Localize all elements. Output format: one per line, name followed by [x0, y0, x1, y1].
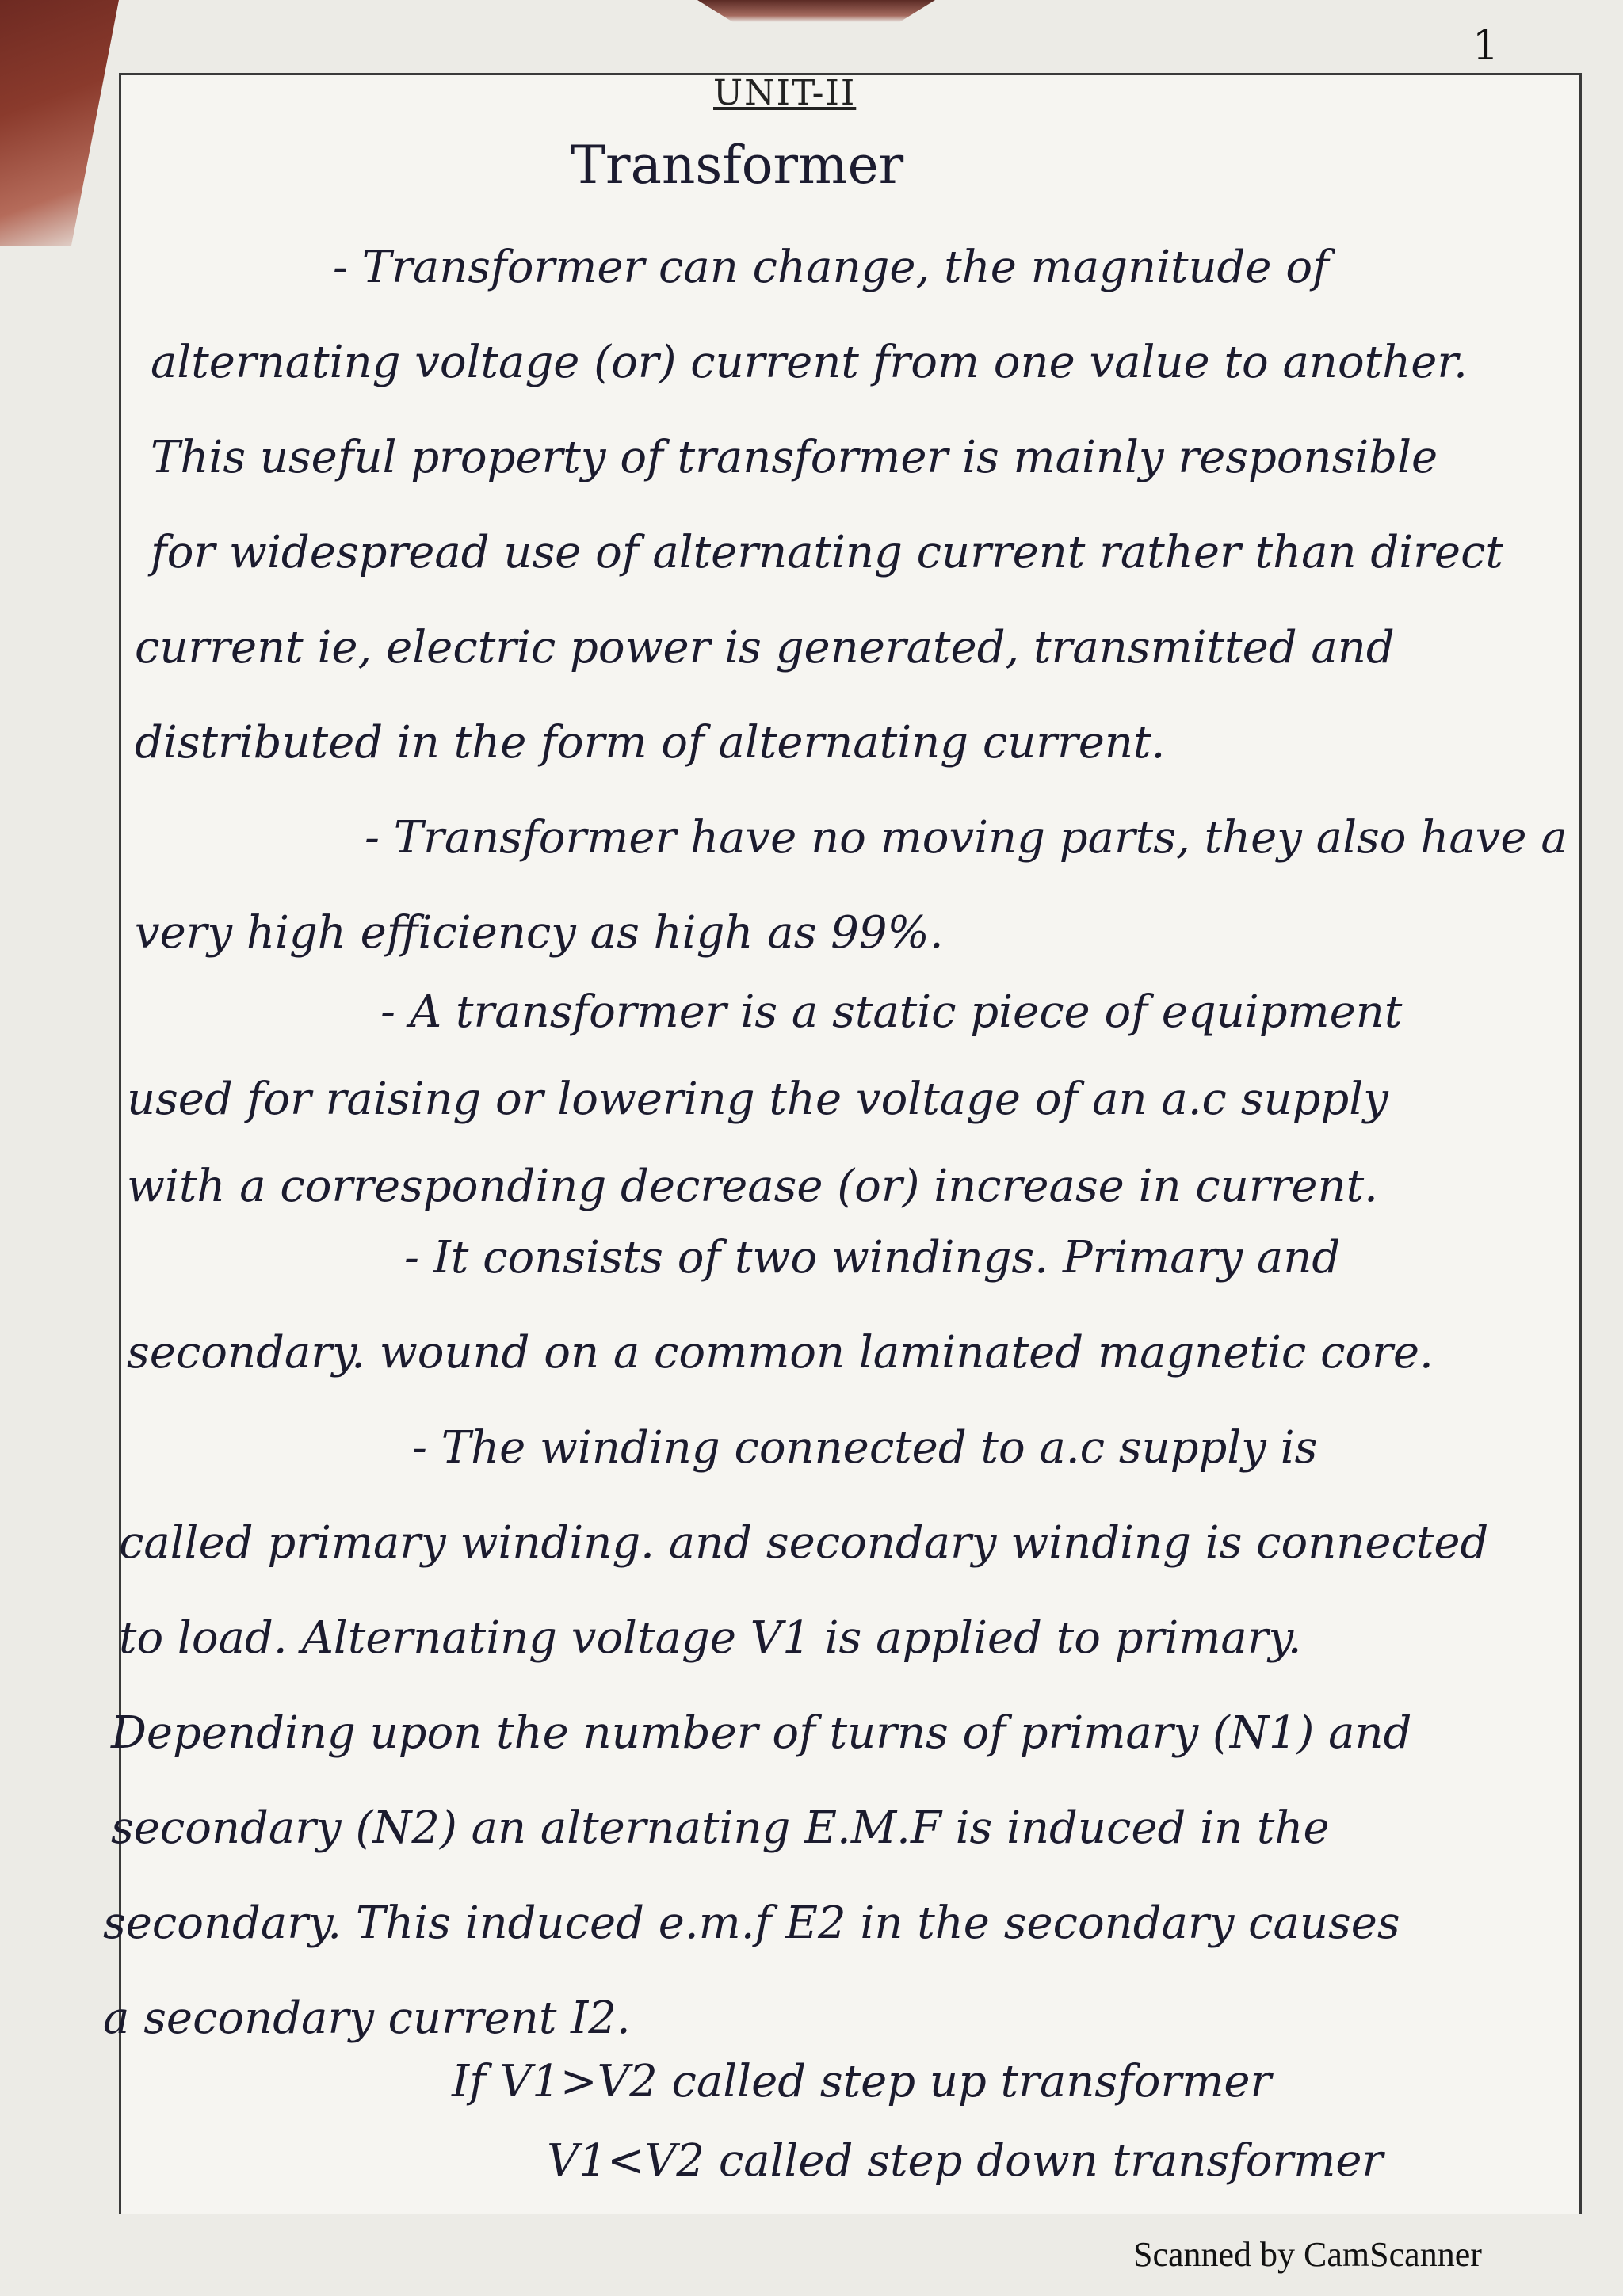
text-line: called primary winding. and secondary winding is connected: [119, 1517, 1489, 1569]
text-line: - It consists of two windings. Primary and: [404, 1232, 1341, 1283]
text-line: for widespread use of alternating current rather than direct: [151, 527, 1503, 578]
text-line: current ie, electric power is generated, transmitted and: [135, 622, 1395, 673]
text-line: - The winding connected to a.c supply is: [412, 1422, 1318, 1474]
scanner-watermark: Scanned by CamScanner: [1133, 2235, 1482, 2274]
binding-edge-top: [697, 0, 935, 22]
text-line: This useful property of transformer is mainly responsible: [151, 432, 1438, 483]
unit-heading: UNIT-II: [713, 73, 857, 113]
text-line: used for raising or lowering the voltage of an a.c supply: [127, 1074, 1388, 1125]
text-line: V1<V2 called step down transformer: [547, 2135, 1384, 2187]
text-line: Depending upon the number of turns of primary (N1) and: [111, 1707, 1412, 1759]
text-line: secondary. This induced e.m.f E2 in the secondary causes: [103, 1897, 1400, 1949]
notebook-page: [119, 73, 1582, 2214]
text-line: distributed in the form of alternating current.: [135, 717, 1166, 769]
text-line: secondary. wound on a common laminated magnetic core.: [127, 1327, 1434, 1379]
binding-edge: [0, 0, 119, 246]
text-line: alternating voltage (or) current from one value to another.: [151, 337, 1468, 388]
text-line: - A transformer is a static piece of equipment: [380, 986, 1403, 1038]
text-line: to load. Alternating voltage V1 is applied to primary.: [119, 1612, 1302, 1664]
text-line: with a corresponding decrease (or) increase in current.: [127, 1161, 1378, 1212]
page-title: Transformer: [571, 135, 904, 196]
page-number: 1: [1472, 22, 1499, 70]
text-line: If V1>V2 called step up transformer: [452, 2056, 1272, 2107]
text-line: - Transformer have no moving parts, they also have a: [365, 812, 1568, 864]
text-line: secondary (N2) an alternating E.M.F is induced in the: [111, 1802, 1330, 1854]
text-line: - Transformer can change, the magnitude of: [333, 242, 1329, 293]
text-line: very high efficiency as high as 99%.: [135, 907, 944, 959]
text-line: a secondary current I2.: [103, 1993, 631, 2044]
